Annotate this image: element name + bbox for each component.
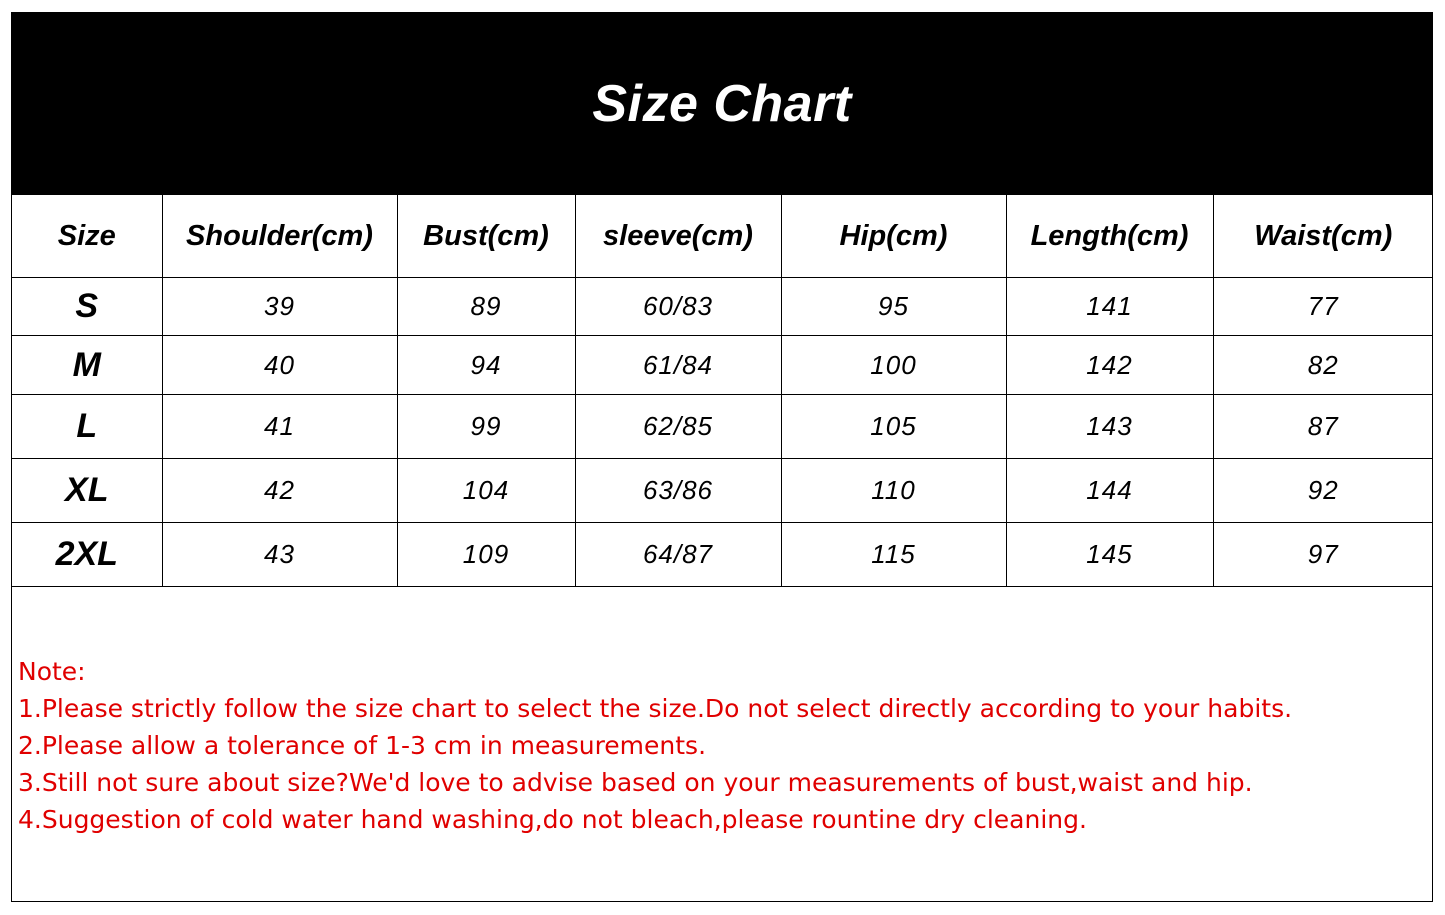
bust-cell: 99 xyxy=(397,395,575,459)
notes-section xyxy=(18,653,1292,838)
hip-cell: 115 xyxy=(781,523,1006,587)
waist-cell: 77 xyxy=(1213,278,1433,336)
hip-cell: 100 xyxy=(781,336,1006,395)
header-waist: Waist(cm) xyxy=(1213,195,1433,278)
shoulder-cell: 42 xyxy=(162,459,397,523)
length-cell: 143 xyxy=(1006,395,1213,459)
waist-cell: 82 xyxy=(1213,336,1433,395)
bust-cell: 104 xyxy=(397,459,575,523)
table-row xyxy=(12,523,1433,587)
size-cell: 2XL xyxy=(12,523,162,587)
shoulder-cell: 41 xyxy=(162,395,397,459)
header-shoulder: Shoulder(cm) xyxy=(162,195,397,278)
note-item: 1.Please strictly follow the size chart to select the size.Do not select directly according to your habits. xyxy=(18,694,1293,723)
waist-cell: 97 xyxy=(1213,523,1433,587)
sleeve-cell: 62/85 xyxy=(575,395,781,459)
size-cell: S xyxy=(12,278,162,336)
note-item: 2.Please allow a tolerance of 1-3 cm in measurements. xyxy=(18,731,707,760)
shoulder-cell: 39 xyxy=(162,278,397,336)
bust-cell: 109 xyxy=(397,523,575,587)
length-cell: 144 xyxy=(1006,459,1213,523)
note-item: 4.Suggestion of cold water hand washing,do not bleach,please rountine dry cleaning. xyxy=(18,805,1087,834)
header-bust: Bust(cm) xyxy=(397,195,575,278)
size-cell: XL xyxy=(12,459,162,523)
table-row xyxy=(12,395,1433,459)
sleeve-cell: 63/86 xyxy=(575,459,781,523)
title-bar xyxy=(12,13,1432,195)
table-row xyxy=(12,459,1433,523)
bust-cell: 89 xyxy=(397,278,575,336)
size-cell: M xyxy=(12,336,162,395)
sleeve-cell: 60/83 xyxy=(575,278,781,336)
size-chart-sheet xyxy=(11,12,1433,902)
length-cell: 145 xyxy=(1006,523,1213,587)
table-row xyxy=(12,336,1433,395)
hip-cell: 105 xyxy=(781,395,1006,459)
shoulder-cell: 43 xyxy=(162,523,397,587)
header-length: Length(cm) xyxy=(1006,195,1213,278)
shoulder-cell: 40 xyxy=(162,336,397,395)
hip-cell: 110 xyxy=(781,459,1006,523)
sleeve-cell: 64/87 xyxy=(575,523,781,587)
waist-cell: 87 xyxy=(1213,395,1433,459)
length-cell: 141 xyxy=(1006,278,1213,336)
note-item: 3.Still not sure about size?We'd love to advise based on your measurements of bust,waist and hip. xyxy=(18,768,1253,797)
size-cell: L xyxy=(12,395,162,459)
page-title: Size Chart xyxy=(592,75,852,133)
table-header-row xyxy=(12,195,1433,278)
header-hip: Hip(cm) xyxy=(781,195,1006,278)
sleeve-cell: 61/84 xyxy=(575,336,781,395)
size-table xyxy=(12,195,1433,587)
hip-cell: 95 xyxy=(781,278,1006,336)
bust-cell: 94 xyxy=(397,336,575,395)
header-size: Size xyxy=(12,195,162,278)
table-row xyxy=(12,278,1433,336)
waist-cell: 92 xyxy=(1213,459,1433,523)
notes-heading: Note: xyxy=(18,657,86,686)
length-cell: 142 xyxy=(1006,336,1213,395)
header-sleeve: sleeve(cm) xyxy=(575,195,781,278)
